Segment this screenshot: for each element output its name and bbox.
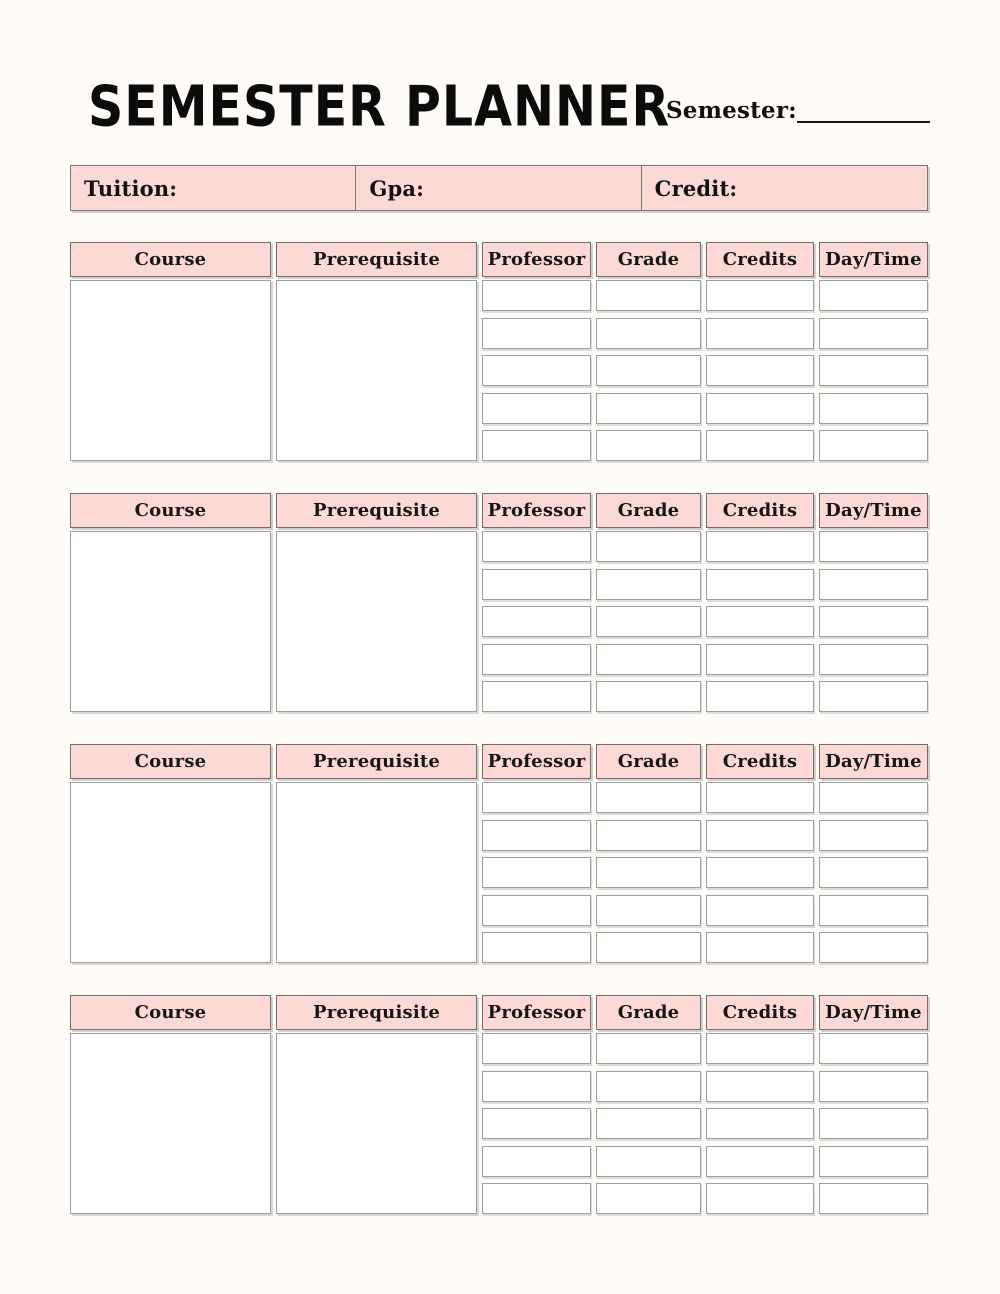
daytime-cell[interactable] (819, 820, 928, 851)
professor-cell[interactable] (482, 318, 591, 349)
credits-cell[interactable] (706, 932, 814, 963)
credits-cell[interactable] (706, 644, 814, 675)
daytime-cell[interactable] (819, 430, 928, 461)
semester-field (666, 98, 930, 123)
summary-bar (70, 165, 928, 211)
course-table (70, 744, 928, 963)
daytime-cell[interactable] (819, 1071, 928, 1102)
professor-cell[interactable] (482, 857, 591, 888)
professor-cells (482, 531, 591, 712)
daytime-cells (819, 280, 928, 461)
daytime-cell[interactable] (819, 1033, 928, 1064)
grade-cells (596, 280, 701, 461)
daytime-column (819, 995, 928, 1214)
credits-cells (706, 531, 814, 712)
daytime-cell[interactable] (819, 531, 928, 562)
course-column (70, 744, 271, 963)
professor-cell[interactable] (482, 681, 591, 712)
page-title: SEMESTER PLANNER (88, 74, 671, 139)
credits-cell[interactable] (706, 393, 814, 424)
prerequisite-column (276, 493, 477, 712)
grade-cell[interactable] (596, 895, 701, 926)
credits-cell[interactable] (706, 531, 814, 562)
credits-cell[interactable] (706, 355, 814, 386)
column-header-grade: Grade (596, 242, 701, 277)
professor-cell[interactable] (482, 895, 591, 926)
professor-cell[interactable] (482, 393, 591, 424)
credits-cells (706, 1033, 814, 1214)
daytime-cells (819, 782, 928, 963)
grade-cells (596, 531, 701, 712)
credits-cell[interactable] (706, 1108, 814, 1139)
column-header-course: Course (70, 744, 271, 779)
daytime-cell[interactable] (819, 782, 928, 813)
semester-label: Semester: (666, 97, 797, 124)
credits-cell[interactable] (706, 782, 814, 813)
professor-cell[interactable] (482, 932, 591, 963)
grade-cells (596, 782, 701, 963)
prerequisite-column (276, 242, 477, 461)
daytime-cell[interactable] (819, 318, 928, 349)
credits-column (706, 744, 814, 963)
credits-cell[interactable] (706, 820, 814, 851)
column-header-credits: Credits (706, 744, 814, 779)
prerequisite-column (276, 744, 477, 963)
column-header-course: Course (70, 995, 271, 1030)
course-tables (70, 242, 928, 1246)
professor-cell[interactable] (482, 355, 591, 386)
professor-cell[interactable] (482, 1146, 591, 1177)
grade-cells (596, 1033, 701, 1214)
course-table (70, 493, 928, 712)
column-header-daytime: Day/Time (819, 995, 928, 1030)
column-header-course: Course (70, 242, 271, 277)
credits-cell[interactable] (706, 569, 814, 600)
daytime-cell[interactable] (819, 681, 928, 712)
professor-cell[interactable] (482, 280, 591, 311)
professor-cell[interactable] (482, 820, 591, 851)
column-header-daytime: Day/Time (819, 242, 928, 277)
daytime-cell[interactable] (819, 280, 928, 311)
prerequisite-entry-box[interactable] (276, 1033, 477, 1214)
daytime-column (819, 493, 928, 712)
course-column (70, 995, 271, 1214)
credits-cell[interactable] (706, 1183, 814, 1214)
column-header-credits: Credits (706, 242, 814, 277)
daytime-cell[interactable] (819, 932, 928, 963)
professor-cell[interactable] (482, 782, 591, 813)
credits-cell[interactable] (706, 681, 814, 712)
column-header-grade: Grade (596, 995, 701, 1030)
professor-cell[interactable] (482, 1183, 591, 1214)
column-header-course: Course (70, 493, 271, 528)
professor-cell[interactable] (482, 569, 591, 600)
professor-cell[interactable] (482, 531, 591, 562)
professor-cell[interactable] (482, 1108, 591, 1139)
daytime-cell[interactable] (819, 606, 928, 637)
credits-cell[interactable] (706, 895, 814, 926)
column-header-grade: Grade (596, 744, 701, 779)
daytime-cell[interactable] (819, 569, 928, 600)
column-header-prerequisite: Prerequisite (276, 493, 477, 528)
professor-cell[interactable] (482, 1071, 591, 1102)
column-header-professor: Professor (482, 744, 591, 779)
daytime-cells (819, 1033, 928, 1214)
course-entry-box[interactable] (70, 1033, 271, 1214)
professor-cell[interactable] (482, 1033, 591, 1064)
semester-blank-line[interactable] (797, 101, 930, 123)
credits-cells (706, 280, 814, 461)
grade-column (596, 995, 701, 1214)
column-header-professor: Professor (482, 995, 591, 1030)
credits-column (706, 995, 814, 1214)
grade-cell[interactable] (596, 569, 701, 600)
professor-column (482, 493, 591, 712)
professor-cells (482, 782, 591, 963)
professor-cells (482, 280, 591, 461)
grade-cell[interactable] (596, 1183, 701, 1214)
grade-cell[interactable] (596, 355, 701, 386)
grade-cell[interactable] (596, 1146, 701, 1177)
column-header-daytime: Day/Time (819, 493, 928, 528)
credits-cells (706, 782, 814, 963)
prerequisite-column (276, 995, 477, 1214)
course-table (70, 995, 928, 1214)
daytime-cells (819, 531, 928, 712)
daytime-cell[interactable] (819, 1183, 928, 1214)
professor-cell[interactable] (482, 644, 591, 675)
professor-cells (482, 1033, 591, 1214)
credits-column (706, 242, 814, 461)
column-header-prerequisite: Prerequisite (276, 744, 477, 779)
daytime-cell[interactable] (819, 857, 928, 888)
grade-column (596, 493, 701, 712)
credit-field[interactable] (642, 166, 927, 210)
gpa-field[interactable] (356, 166, 641, 210)
credits-cell[interactable] (706, 857, 814, 888)
grade-cell[interactable] (596, 1108, 701, 1139)
column-header-professor: Professor (482, 242, 591, 277)
grade-column (596, 242, 701, 461)
professor-cell[interactable] (482, 606, 591, 637)
gpa-label: Gpa: (369, 175, 425, 201)
credits-cell[interactable] (706, 1146, 814, 1177)
column-header-grade: Grade (596, 493, 701, 528)
daytime-cell[interactable] (819, 1108, 928, 1139)
daytime-cell[interactable] (819, 355, 928, 386)
professor-column (482, 995, 591, 1214)
professor-column (482, 242, 591, 461)
column-header-daytime: Day/Time (819, 744, 928, 779)
prerequisite-entry-box[interactable] (276, 782, 477, 963)
column-header-credits: Credits (706, 493, 814, 528)
column-header-prerequisite: Prerequisite (276, 995, 477, 1030)
grade-column (596, 744, 701, 963)
grade-cell[interactable] (596, 606, 701, 637)
prerequisite-entry-box[interactable] (276, 280, 477, 461)
grade-cell[interactable] (596, 857, 701, 888)
credits-cell[interactable] (706, 1071, 814, 1102)
grade-cell[interactable] (596, 430, 701, 461)
credits-cell[interactable] (706, 1033, 814, 1064)
course-column (70, 493, 271, 712)
credits-cell[interactable] (706, 606, 814, 637)
professor-column (482, 744, 591, 963)
grade-cell[interactable] (596, 531, 701, 562)
prerequisite-entry-box[interactable] (276, 531, 477, 712)
grade-cell[interactable] (596, 280, 701, 311)
credits-column (706, 493, 814, 712)
credits-cell[interactable] (706, 280, 814, 311)
course-table (70, 242, 928, 461)
grade-cell[interactable] (596, 681, 701, 712)
daytime-cell[interactable] (819, 393, 928, 424)
course-entry-box[interactable] (70, 782, 271, 963)
credits-cell[interactable] (706, 430, 814, 461)
course-entry-box[interactable] (70, 280, 271, 461)
professor-cell[interactable] (482, 430, 591, 461)
grade-cell[interactable] (596, 782, 701, 813)
credit-label: Credit: (654, 175, 738, 201)
credits-cell[interactable] (706, 318, 814, 349)
grade-cell[interactable] (596, 644, 701, 675)
grade-cell[interactable] (596, 318, 701, 349)
column-header-prerequisite: Prerequisite (276, 242, 477, 277)
grade-cell[interactable] (596, 1033, 701, 1064)
daytime-cell[interactable] (819, 1146, 928, 1177)
grade-cell[interactable] (596, 393, 701, 424)
daytime-cell[interactable] (819, 895, 928, 926)
daytime-column (819, 242, 928, 461)
column-header-professor: Professor (482, 493, 591, 528)
column-header-credits: Credits (706, 995, 814, 1030)
grade-cell[interactable] (596, 1071, 701, 1102)
grade-cell[interactable] (596, 820, 701, 851)
daytime-column (819, 744, 928, 963)
tuition-field[interactable] (71, 166, 356, 210)
course-column (70, 242, 271, 461)
tuition-label: Tuition: (84, 175, 178, 201)
grade-cell[interactable] (596, 932, 701, 963)
daytime-cell[interactable] (819, 644, 928, 675)
course-entry-box[interactable] (70, 531, 271, 712)
